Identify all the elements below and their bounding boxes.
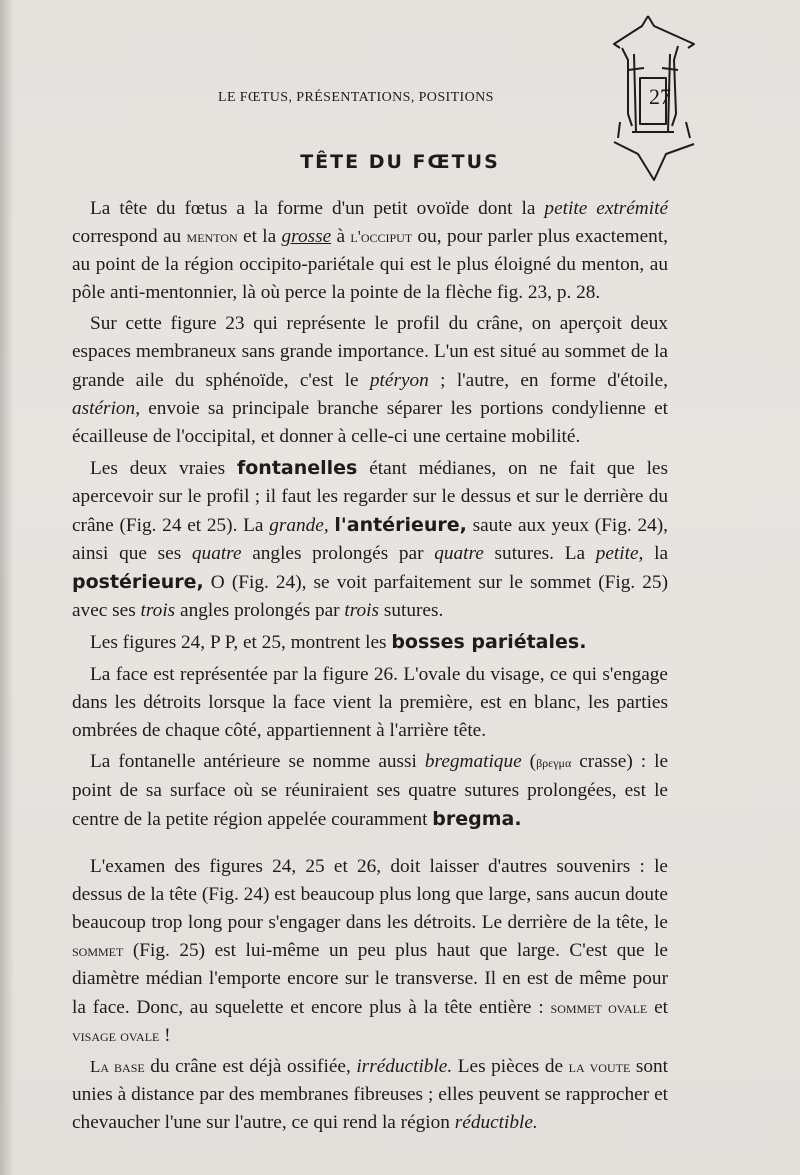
italic-run: astérion, (72, 397, 141, 419)
bold-run: bosses pariétales. (391, 631, 587, 654)
paragraph-1 (72, 195, 668, 307)
section-title: TÊTE DU FŒTUS (300, 151, 500, 173)
body-text (72, 195, 668, 1140)
bold-run: bregma. (432, 807, 522, 830)
greek-run: βρεγμα (536, 755, 572, 770)
bold-run: l'antérieure, (334, 514, 467, 537)
text-run: angles prolongés par (241, 543, 435, 565)
text-run: ; l'autre, en forme d'étoile, (428, 369, 668, 391)
italic-run: trois (344, 600, 380, 622)
italic-run: bregmatique (424, 750, 522, 772)
text-run: correspond au (72, 226, 187, 248)
paragraph-8 (72, 1053, 668, 1137)
text-run: Les deux vraies (90, 457, 237, 479)
page-edge-shadow (0, 0, 14, 1175)
text-run: sutures. La (483, 543, 596, 565)
text-run: à (331, 226, 351, 248)
italic-run: grande, (269, 515, 329, 537)
italic-run: petite extrémité (544, 198, 669, 219)
text-run: envoie sa principale branche séparer les portions condylienne et écailleuse de l'occipital, et donner à celle-ci une certaine mobilité. (72, 397, 668, 447)
bold-run: postérieure, (72, 571, 204, 594)
text-run: ( (521, 750, 537, 772)
italic-run: irréductible. (356, 1055, 453, 1077)
small-caps-run: sommet (72, 941, 124, 961)
text-run: la (643, 543, 668, 565)
text-run: O (Fig. 24), se voit parfaitement sur le sommet (Fig. 25) avec ses (72, 572, 668, 622)
small-caps-run: l'occiput (350, 227, 413, 247)
paragraph-2 (72, 310, 668, 450)
text-run: La fontanelle antérieure se nomme aussi (90, 750, 425, 772)
text-run: (Fig. 25) est lui-même un peu plus haut que large. C'est que le diamètre médian l'emporte encore sur le transverse. Il en est de même pour la face. Donc, au squelette et encore plus à la tête entière : (72, 940, 668, 1018)
paragraph-4 (72, 628, 668, 657)
text-run: et (647, 996, 668, 1018)
italic-run: grosse (281, 226, 332, 248)
italic-run: trois (140, 600, 176, 622)
italic-run: petite, (595, 543, 644, 565)
small-caps-run: la voute (568, 1056, 631, 1076)
small-caps-run: sommet ovale (550, 997, 648, 1017)
text-run: saute aux yeux (Fig. 24), ainsi que ses (72, 515, 668, 565)
small-caps-run: visage ovale (72, 1025, 160, 1045)
text-run: du crâne est déjà ossifiée, (144, 1055, 357, 1077)
italic-run: quatre (191, 543, 242, 565)
paragraph-5: La face est représentée par la figure 26. L'ovale du visage, ce qui s'engage dans les détroits lorsque la face vient la première, est en blanc, les parties ombrées de chaque côté, appartiennent à l'arrière tête. (72, 663, 668, 741)
text-run: sont unies à distance par des membranes fibreuses ; elles peuvent se rapprocher et chevaucher l'une sur l'autre, ce qui rend la région (72, 1055, 668, 1133)
running-head: LE FŒTUS, PRÉSENTATIONS, POSITIONS (218, 90, 494, 105)
text-run: et la (237, 226, 282, 248)
paragraph-7 (72, 853, 668, 1050)
small-caps-run: La base (90, 1056, 145, 1076)
text-run: ! (159, 1024, 171, 1046)
paragraph-6 (72, 748, 668, 834)
paragraph-3 (72, 454, 668, 626)
bold-run: fontanelles (236, 456, 358, 479)
text-run: crasse) : le point de sa surface où se réuniraient ses quatre sutures prolongées, est le centre de la petite région appelée couramment (72, 750, 669, 830)
italic-run: quatre (434, 543, 484, 565)
small-caps-run: menton (186, 227, 238, 247)
italic-run: réductible. (454, 1111, 538, 1133)
text-run: L'examen des figures 24, 25 et 26, doit laisser d'autres souvenirs : le dessus de la tête (Fig. 24) est beaucoup plus long que large, sans aucun doute beaucoup trop long pour s'engager dans les détroits. Le derrière de la tête, le (72, 856, 668, 934)
text-run: ou, pour parler plus exactement, au point de la région occipito-pariétale qui est le plus éloigné du menton, au pôle anti-mentonnier, là où perce la pointe de la flèche fig. 23, p. 28. (72, 226, 668, 304)
text-run: Sur cette figure 23 qui représente le profil du crâne, on aperçoit deux espaces membraneux sans grande importance. L'un est situé au sommet de la grande aile du sphénoïde, c'est le (72, 313, 668, 391)
italic-run: ptéryon (369, 369, 429, 391)
text-run: angles prolongés par (175, 600, 345, 622)
text-run: sutures. (379, 600, 444, 622)
text-run: Les figures 24, P P, et 25, montrent les (90, 632, 392, 654)
text-run: Les pièces de (452, 1055, 569, 1077)
text-run: étant médianes, on ne fait que les apercevoir sur le profil ; il faut les regarder sur le dessus et sur le derrière du crâne (Fig. 24 et 25). La (72, 457, 668, 537)
text-run: La tête du fœtus a la forme d'un petit ovoïde dont la (90, 198, 545, 219)
page-number: 27 (649, 84, 671, 109)
